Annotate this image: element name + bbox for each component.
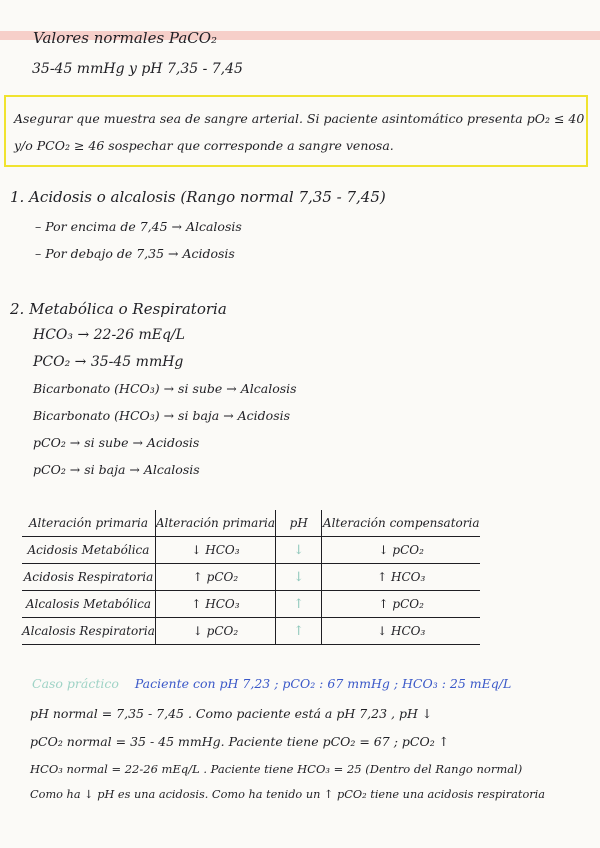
section-1-item: – Por encima de 7,45 → Alcalosis [35,219,242,234]
case-line: pH normal = 7,35 - 7,45 . Como paciente está a pH 7,23 , pH ↓ [30,706,433,721]
normal-values: 35-45 mmHg y pH 7,35 - 7,45 [32,61,243,77]
case-label: Caso práctico [32,676,119,691]
section-2-item: PCO₂ → 35-45 mmHg [33,354,184,370]
table-row [22,618,480,645]
page-title: Valores normales PaCO₂ [33,29,218,47]
warning-note-box [4,95,588,167]
table-header: Alteración primaria [155,510,275,537]
ph-arrow-icon: ↑ [276,618,322,645]
table-cell: ↓ pCO₂ [322,537,480,564]
table-cell: Acidosis Metabólica [22,537,155,564]
table-header: pH [276,510,322,537]
case-line: HCO₃ normal = 22-26 mEq/L . Paciente tiene HCO₃ = 25 (Dentro del Rango normal) [30,762,523,776]
section-2-item: pCO₂ → si baja → Alcalosis [33,462,200,477]
table-cell: Alcalosis Respiratoria [22,618,155,645]
table-row [22,591,480,618]
acid-base-table [22,510,480,645]
ph-arrow-icon: ↑ [276,591,322,618]
ph-arrow-icon: ↓ [276,564,322,591]
section-2-item: Bicarbonato (HCO₃) → si sube → Alcalosis [33,381,297,396]
table-cell: Acidosis Respiratoria [22,564,155,591]
case-header [32,676,511,691]
section-2-item: HCO₃ → 22-26 mEq/L [33,327,185,343]
section-2-heading: 2. Metabólica o Respiratoria [10,300,227,318]
table-header: Alteración compensatoria [322,510,480,537]
table-header-row [22,510,480,537]
ph-arrow-icon: ↓ [276,537,322,564]
case-line: pCO₂ normal = 35 - 45 mmHg. Paciente tiene pCO₂ = 67 ; pCO₂ ↑ [30,734,450,749]
table-row [22,537,480,564]
table-cell: ↑ pCO₂ [322,591,480,618]
note-line-1: Asegurar que muestra sea de sangre arterial. Si paciente asintomático presenta pO₂ ≤ 40 [14,111,585,126]
section-2-item: pCO₂ → si sube → Acidosis [33,435,200,450]
section-1-item: – Por debajo de 7,35 → Acidosis [35,246,235,261]
note-line-2: y/o PCO₂ ≥ 46 sospechar que corresponde a sangre venosa. [14,138,394,153]
section-1-heading: 1. Acidosis o alcalosis (Rango normal 7,35 - 7,45) [10,188,386,206]
section-2-item: Bicarbonato (HCO₃) → si baja → Acidosis [33,408,291,423]
table-cell: ↑ HCO₃ [155,591,275,618]
table-cell: ↑ HCO₃ [322,564,480,591]
case-line: Como ha ↓ pH es una acidosis. Como ha tenido un ↑ pCO₂ tiene una acidosis respiratoria [30,788,546,801]
table-cell: ↓ pCO₂ [155,618,275,645]
table-cell: Alcalosis Metabólica [22,591,155,618]
table-cell: ↑ pCO₂ [155,564,275,591]
table-cell: ↓ HCO₃ [322,618,480,645]
table-cell: ↓ HCO₃ [155,537,275,564]
case-patient: Paciente con pH 7,23 ; pCO₂ : 67 mmHg ; HCO₃ : 25 mEq/L [134,676,512,691]
table-row [22,564,480,591]
table-header: Alteración primaria [22,510,155,537]
